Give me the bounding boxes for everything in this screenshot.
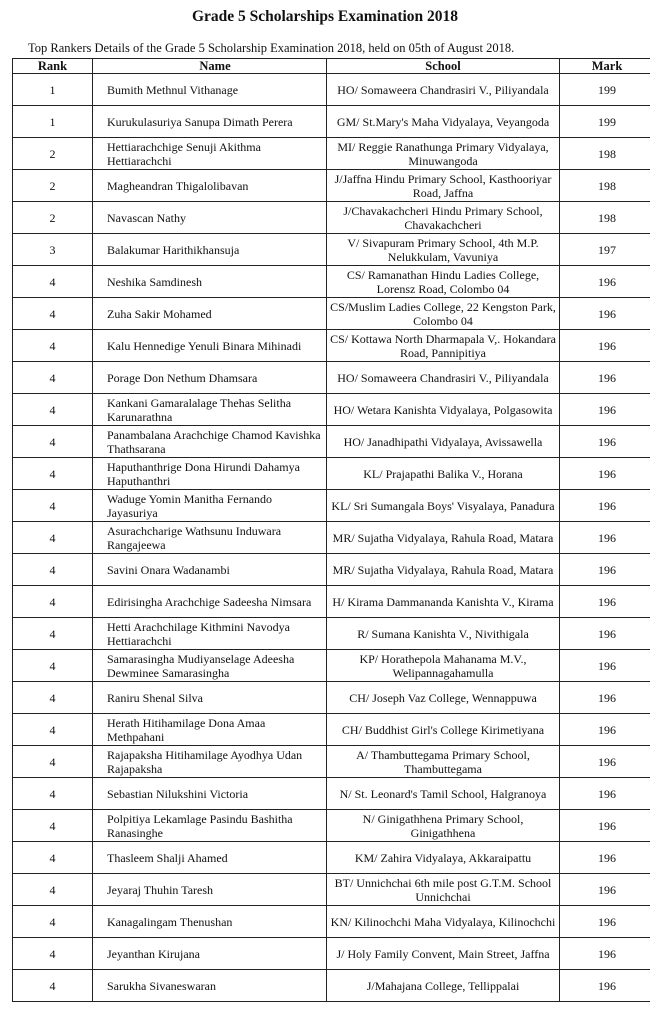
school-cell: MR/ Sujatha Vidyalaya, Rahula Road, Matara (327, 554, 560, 586)
name-cell: Edirisingha Arachchige Sadeesha Nimsara (93, 586, 327, 618)
name-cell: Hetti Arachchilage Kithmini Navodya Hettiarachchi (93, 618, 327, 650)
name-cell: Samarasingha Mudiyanselage Adeesha Dewminee Samarasingha (93, 650, 327, 682)
table-row (13, 650, 650, 682)
mark-cell: 196 (560, 522, 650, 554)
table-row (13, 522, 650, 554)
name-cell: Rajapaksha Hitihamilage Ayodhya Udan Rajapaksha (93, 746, 327, 778)
rank-cell: 4 (13, 394, 93, 426)
table-row (13, 746, 650, 778)
mark-cell: 196 (560, 586, 650, 618)
rank-cell: 4 (13, 554, 93, 586)
rank-cell: 4 (13, 618, 93, 650)
rank-cell: 4 (13, 746, 93, 778)
mark-cell: 196 (560, 810, 650, 842)
school-cell: KL/ Sri Sumangala Boys' Visyalaya, Panadura (327, 490, 560, 522)
name-cell: Magheandran Thigalolibavan (93, 170, 327, 202)
table-row (13, 874, 650, 906)
rankers-table (12, 58, 650, 1002)
school-cell: MR/ Sujatha Vidyalaya, Rahula Road, Matara (327, 522, 560, 554)
mark-cell: 196 (560, 650, 650, 682)
table-row (13, 554, 650, 586)
name-cell: Asurachcharige Wathsunu Induwara Rangajeewa (93, 522, 327, 554)
school-cell: HO/ Somaweera Chandrasiri V., Piliyandala (327, 74, 560, 106)
school-cell: GM/ St.Mary's Maha Vidyalaya, Veyangoda (327, 106, 560, 138)
name-cell: Jeyanthan Kirujana (93, 938, 327, 970)
name-cell: Raniru Shenal Silva (93, 682, 327, 714)
name-cell: Savini Onara Wadanambi (93, 554, 327, 586)
mark-cell: 196 (560, 778, 650, 810)
mark-cell: 196 (560, 554, 650, 586)
name-cell: Haputhanthrige Dona Hirundi Dahamya Haputhanthri (93, 458, 327, 490)
name-cell: Panambalana Arachchige Chamod Kavishka Thathsarana (93, 426, 327, 458)
rank-cell: 4 (13, 490, 93, 522)
school-cell: BT/ Unnichchai 6th mile post G.T.M. School Unnichchai (327, 874, 560, 906)
rank-cell: 4 (13, 810, 93, 842)
name-cell: Neshika Samdinesh (93, 266, 327, 298)
rank-cell: 4 (13, 426, 93, 458)
table-row (13, 458, 650, 490)
mark-cell: 199 (560, 74, 650, 106)
table-row (13, 394, 650, 426)
rank-cell: 4 (13, 778, 93, 810)
rank-cell: 1 (13, 74, 93, 106)
table-row (13, 106, 650, 138)
table-row (13, 298, 650, 330)
table-row (13, 74, 650, 106)
name-cell: Balakumar Harithikhansuja (93, 234, 327, 266)
rank-cell: 4 (13, 874, 93, 906)
rank-cell: 2 (13, 202, 93, 234)
school-cell: CH/ Joseph Vaz College, Wennappuwa (327, 682, 560, 714)
table-row (13, 682, 650, 714)
school-cell: HO/ Somaweera Chandrasiri V., Piliyandala (327, 362, 560, 394)
name-cell: Polpitiya Lekamlage Pasindu Bashitha Ranasinghe (93, 810, 327, 842)
name-cell: Kanagalingam Thenushan (93, 906, 327, 938)
mark-cell: 196 (560, 298, 650, 330)
table-row (13, 362, 650, 394)
mark-cell: 196 (560, 330, 650, 362)
mark-cell: 196 (560, 266, 650, 298)
mark-cell: 196 (560, 970, 650, 1002)
rank-cell: 2 (13, 170, 93, 202)
mark-cell: 198 (560, 138, 650, 170)
rank-cell: 4 (13, 650, 93, 682)
school-cell: HO/ Janadhipathi Vidyalaya, Avissawella (327, 426, 560, 458)
table-row (13, 618, 650, 650)
table-header-row (13, 59, 650, 74)
mark-cell: 196 (560, 618, 650, 650)
name-cell: Navascan Nathy (93, 202, 327, 234)
rank-cell: 4 (13, 362, 93, 394)
table-row (13, 490, 650, 522)
mark-cell: 196 (560, 874, 650, 906)
school-cell: N/ Ginigathhena Primary School, Ginigathhena (327, 810, 560, 842)
name-cell: Herath Hitihamilage Dona Amaa Methpahani (93, 714, 327, 746)
rank-cell: 4 (13, 970, 93, 1002)
school-cell: J/ Holy Family Convent, Main Street, Jaffna (327, 938, 560, 970)
mark-cell: 196 (560, 842, 650, 874)
mark-cell: 196 (560, 426, 650, 458)
rank-cell: 4 (13, 682, 93, 714)
table-row (13, 906, 650, 938)
school-cell: J/Mahajana College, Tellippalai (327, 970, 560, 1002)
school-cell: J/Jaffna Hindu Primary School, Kasthooriyar Road, Jaffna (327, 170, 560, 202)
name-cell: Thasleem Shalji Ahamed (93, 842, 327, 874)
mark-cell: 197 (560, 234, 650, 266)
name-cell: Bumith Methnul Vithanage (93, 74, 327, 106)
name-cell: Waduge Yomin Manitha Fernando Jayasuriya (93, 490, 327, 522)
table-row (13, 586, 650, 618)
name-cell: Sarukha Sivaneswaran (93, 970, 327, 1002)
mark-cell: 196 (560, 394, 650, 426)
mark-cell: 196 (560, 714, 650, 746)
rank-cell: 2 (13, 138, 93, 170)
rank-cell: 4 (13, 842, 93, 874)
name-cell: Porage Don Nethum Dhamsara (93, 362, 327, 394)
name-cell: Jeyaraj Thuhin Taresh (93, 874, 327, 906)
mark-cell: 198 (560, 170, 650, 202)
name-cell: Hettiarachchige Senuji Akithma Hettiarachchi (93, 138, 327, 170)
rank-cell: 4 (13, 330, 93, 362)
table-row (13, 426, 650, 458)
table-row (13, 810, 650, 842)
table-row (13, 938, 650, 970)
school-cell: KM/ Zahira Vidyalaya, Akkaraipattu (327, 842, 560, 874)
name-cell: Kankani Gamaralalage Thehas Selitha Karunarathna (93, 394, 327, 426)
table-row (13, 234, 650, 266)
mark-cell: 196 (560, 490, 650, 522)
school-cell: R/ Sumana Kanishta V., Nivithigala (327, 618, 560, 650)
table-row (13, 842, 650, 874)
rank-cell: 4 (13, 906, 93, 938)
name-cell: Kurukulasuriya Sanupa Dimath Perera (93, 106, 327, 138)
rank-cell: 4 (13, 266, 93, 298)
table-row (13, 138, 650, 170)
rank-cell: 4 (13, 586, 93, 618)
mark-cell: 196 (560, 938, 650, 970)
school-cell: CS/Muslim Ladies College, 22 Kengston Park, Colombo 04 (327, 298, 560, 330)
school-cell: KN/ Kilinochchi Maha Vidyalaya, Kilinochchi (327, 906, 560, 938)
rank-cell: 1 (13, 106, 93, 138)
table-row (13, 714, 650, 746)
column-header-rank: Rank (13, 59, 93, 74)
table-row (13, 970, 650, 1002)
table-row (13, 202, 650, 234)
rank-cell: 3 (13, 234, 93, 266)
rank-cell: 4 (13, 522, 93, 554)
column-header-mark: Mark (560, 59, 650, 74)
table-row (13, 330, 650, 362)
table-row (13, 266, 650, 298)
name-cell: Zuha Sakir Mohamed (93, 298, 327, 330)
name-cell: Kalu Hennedige Yenuli Binara Mihinadi (93, 330, 327, 362)
mark-cell: 196 (560, 458, 650, 490)
school-cell: CH/ Buddhist Girl's College Kirimetiyana (327, 714, 560, 746)
mark-cell: 198 (560, 202, 650, 234)
school-cell: KP/ Horathepola Mahanama M.V., Welipannagahamulla (327, 650, 560, 682)
school-cell: HO/ Wetara Kanishta Vidyalaya, Polgasowita (327, 394, 560, 426)
rank-cell: 4 (13, 714, 93, 746)
page-title: Grade 5 Scholarships Examination 2018 (191, 8, 459, 25)
school-cell: A/ Thambuttegama Primary School, Thambuttegama (327, 746, 560, 778)
school-cell: CS/ Kottawa North Dharmapala V,. Hokandara Road, Pannipitiya (327, 330, 560, 362)
table-row (13, 778, 650, 810)
rank-cell: 4 (13, 938, 93, 970)
school-cell: V/ Sivapuram Primary School, 4th M.P. Nelukkulam, Vavuniya (327, 234, 560, 266)
school-cell: N/ St. Leonard's Tamil School, Halgranoya (327, 778, 560, 810)
mark-cell: 196 (560, 906, 650, 938)
mark-cell: 199 (560, 106, 650, 138)
school-cell: J/Chavakachcheri Hindu Primary School, Chavakachcheri (327, 202, 560, 234)
mark-cell: 196 (560, 362, 650, 394)
table-row (13, 170, 650, 202)
column-header-school: School (327, 59, 560, 74)
table-body (13, 74, 650, 1002)
page-subtitle: Top Rankers Details of the Grade 5 Scholarship Examination 2018, held on 05th of August 2018. (28, 41, 515, 55)
rank-cell: 4 (13, 298, 93, 330)
school-cell: CS/ Ramanathan Hindu Ladies College, Lorensz Road, Colombo 04 (327, 266, 560, 298)
column-header-name: Name (93, 59, 327, 74)
rank-cell: 4 (13, 458, 93, 490)
school-cell: H/ Kirama Dammananda Kanishta V., Kirama (327, 586, 560, 618)
name-cell: Sebastian Nilukshini Victoria (93, 778, 327, 810)
school-cell: KL/ Prajapathi Balika V., Horana (327, 458, 560, 490)
school-cell: MI/ Reggie Ranathunga Primary Vidyalaya, Minuwangoda (327, 138, 560, 170)
mark-cell: 196 (560, 746, 650, 778)
mark-cell: 196 (560, 682, 650, 714)
